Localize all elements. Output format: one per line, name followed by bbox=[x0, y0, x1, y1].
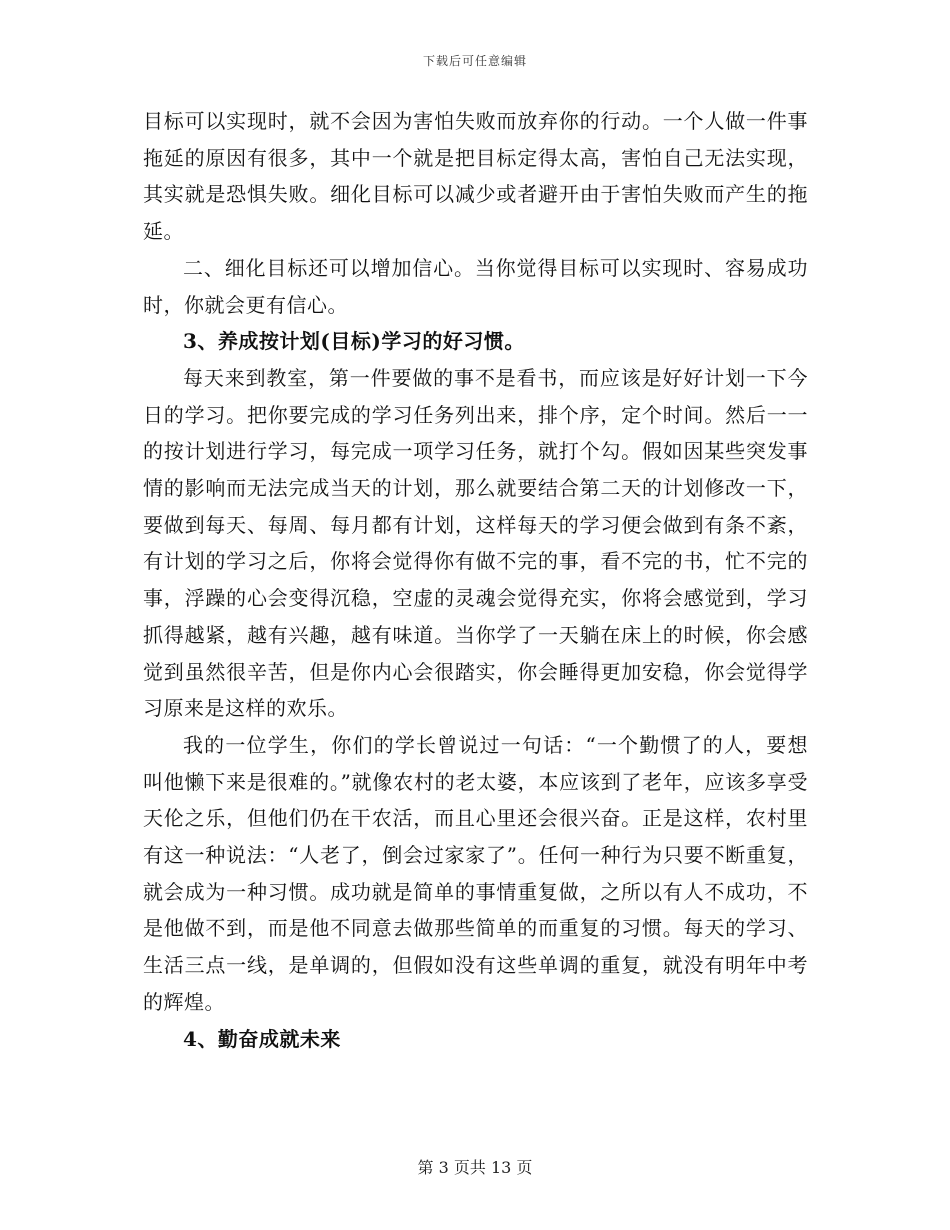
paragraph-habit: 我的一位学生，你们的学长曾说过一句话：“一个勤惯了的人，要想叫他懒下来是很难的。”就像农村的老太婆，本应该到了老年，应该多享受天伦之乐，但他们仍在干农活，而且心里还会很兴奋。正是这样，农村里有这一种说法：“人老了，倒会过家家了”。任何一种行为只要不断重复，就会成为一种习惯。成功就是简单的事情重复做，之所以有人不成功，不是他做不到，而是他不同意去做那些简单的而重复的习惯。每天的学习、生活三点一线，是单调的，但假如没有这些单调的重复，就没有明年中考的辉煌。 bbox=[143, 732, 808, 1014]
paragraph-continuation: 目标可以实现时，就不会因为害怕失败而放弃你的行动。一个人做一件事拖延的原因有很多，其中一个就是把目标定得太高，害怕自己无法实现，其实就是恐惧失败。细化目标可以减少或者避开由于害怕失败而产生的拖延。 bbox=[143, 109, 808, 244]
paragraph-plan-study: 每天来到教室，第一件要做的事不是看书，而应该是好好计划一下今日的学习。把你要完成的学习任务列出来，排个序，定个时间。然后一一的按计划进行学习，每完成一项学习任务，就打个勾。假如因某些突发事情的影响而无法完成当天的计划，那么就要结合第二天的计划修改一下，要做到每天、每周、每月都有计划，这样每天的学习便会做到有条不紊，有计划的学习之后，你将会觉得你有做不完的事，看不完的书，忙不完的事，浮躁的心会变得沉稳，空虚的灵魂会觉得充实，你将会感觉到，学习抓得越紧，越有兴趣，越有味道。当你学了一天躺在床上的时候，你会感觉到虽然很辛苦，但是你内心会很踏实，你会睡得更加安稳，你会觉得学习原来是这样的欢乐。 bbox=[143, 365, 808, 721]
page-footer: 第 3 页共 13 页 bbox=[417, 1158, 533, 1177]
page-header: 下载后可任意编辑 bbox=[422, 54, 527, 68]
paragraph-confidence: 二、细化目标还可以增加信心。当你觉得目标可以实现时、容易成功时，你就会更有信心。 bbox=[143, 255, 808, 317]
section-heading-3: 3、养成按计划(目标)学习的好习惯。 bbox=[183, 329, 525, 354]
document-body bbox=[143, 103, 808, 1057]
section-heading-4: 4、勤奋成就未来 bbox=[183, 1026, 341, 1051]
